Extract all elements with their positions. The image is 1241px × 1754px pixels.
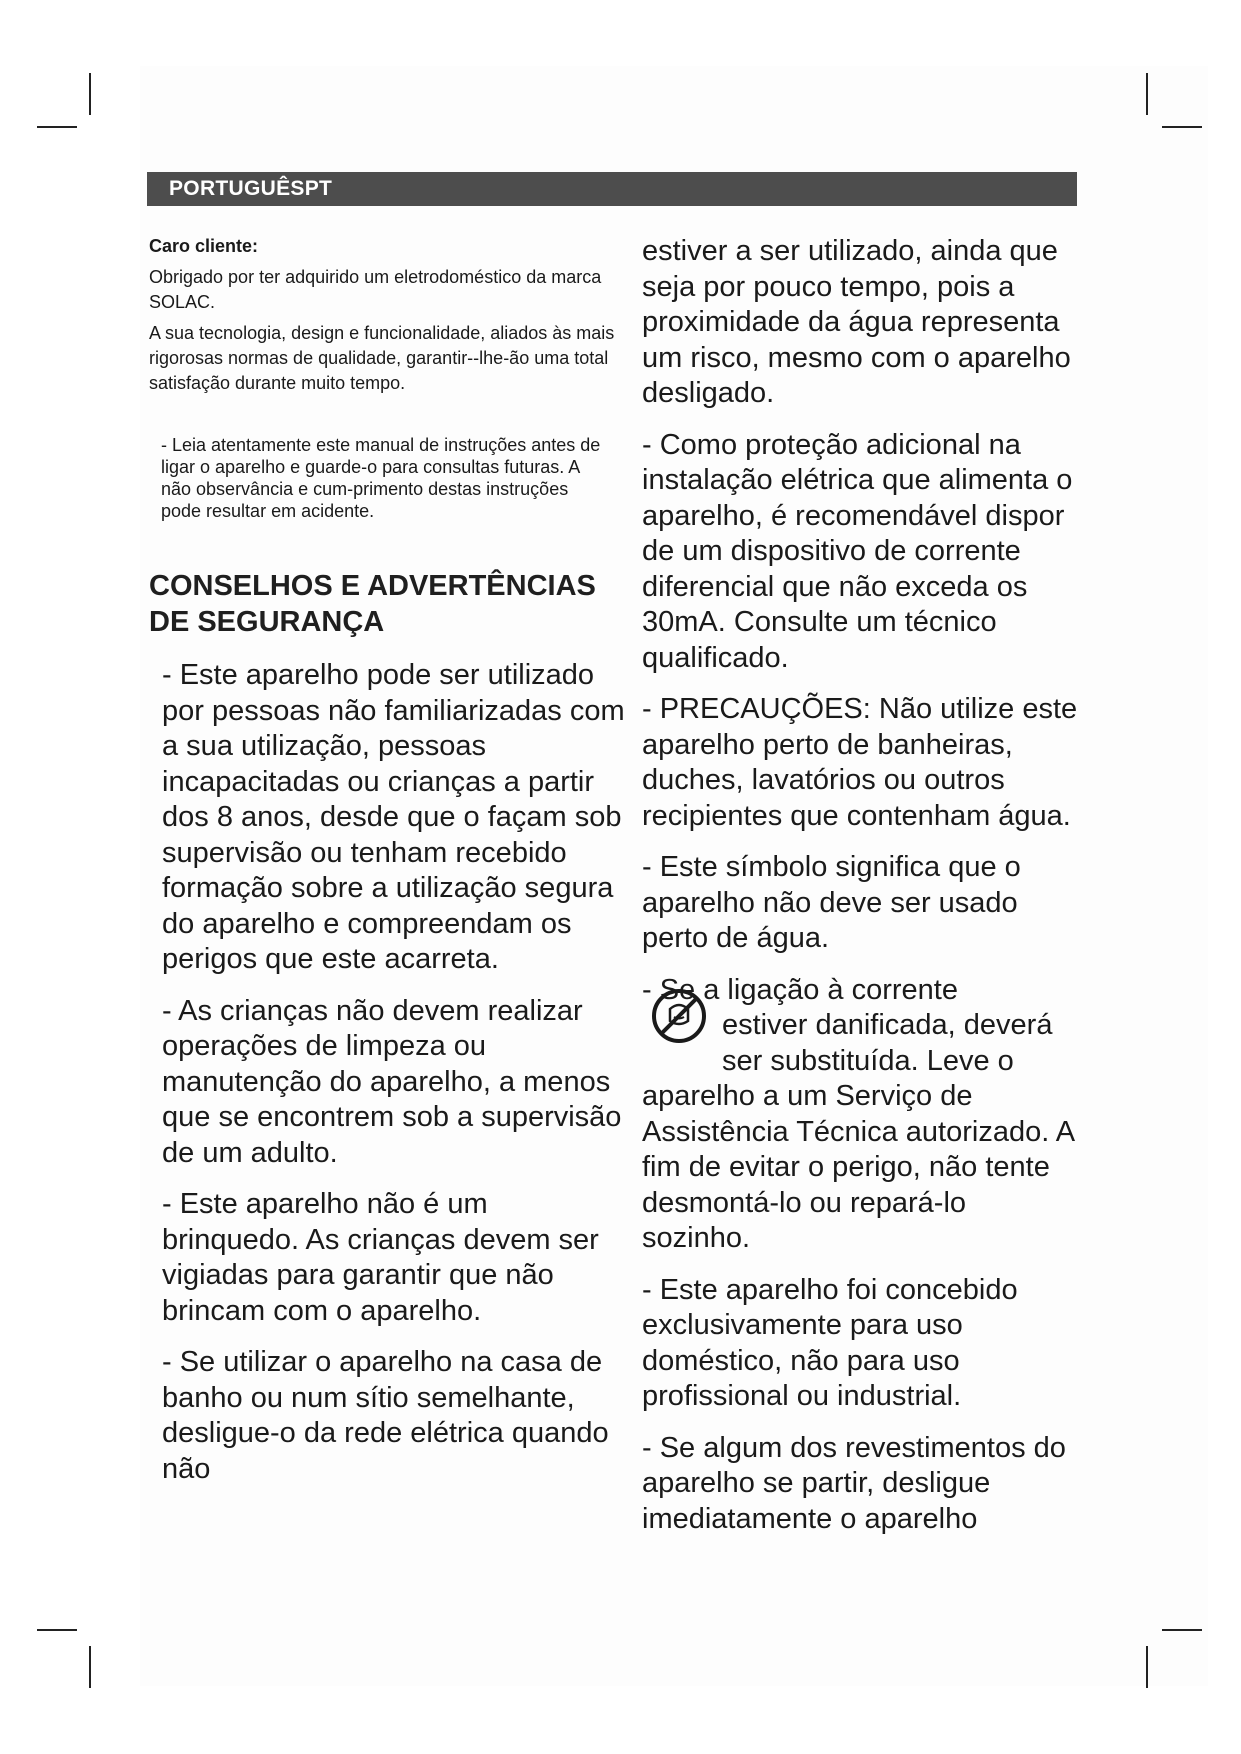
crop-mark — [1146, 1646, 1148, 1688]
safety-item: - Este símbolo significa que o aparelho não deve ser usado perto de água. — [642, 851, 1021, 954]
safety-item-cable — [642, 973, 1082, 1257]
no-water-icon — [650, 987, 708, 1045]
right-column — [642, 234, 1082, 1553]
section-title: CONSELHOS E ADVERTÊNCIAS DE SEGURANÇA — [149, 570, 596, 638]
safety-item: - Este aparelho não é um brinquedo. As crianças devem ser vigiadas para garantir que não brincam com o aparelho. — [162, 1188, 599, 1327]
crop-mark — [37, 1629, 77, 1631]
intro-paragraph: A sua tecnologia, design e funcionalidade, aliados às mais rigorosas normas de qualidade, garantir--lhe-ão uma total satisfação durante muito tempo. — [149, 323, 615, 393]
greeting: Caro cliente: — [149, 236, 259, 256]
safety-item: - Como proteção adicional na instalação elétrica que alimenta o aparelho, é recomendável dispor de um dispositivo de corrente diferencial que não exceda os 30mA. Consulte um técnico qualificado. — [642, 428, 1073, 674]
safety-item: - As crianças não devem realizar operações de limpeza ou manutenção do aparelho, a menos que se encontrem sob a supervisão de um adulto. — [162, 994, 622, 1169]
cable-line: - Se a ligação à corrente — [642, 973, 958, 1006]
intro-text — [149, 265, 625, 396]
language-header: PORTUGUÊSPT — [147, 172, 1077, 206]
crop-mark — [89, 73, 91, 115]
safety-item: - Este aparelho pode ser utilizado por pessoas não familiarizadas com a sua utilização, pessoas incapacitadas ou crianças a partir dos 8 anos, desde que o façam sob supervisão ou tenham recebido formação sobre a utilização segura do aparelho e compreendam os perigos que este acarreta. — [162, 659, 625, 975]
safety-item: - Se algum dos revestimentos do aparelho se partir, desligue imediatamente o aparelho — [642, 1431, 1066, 1535]
crop-mark — [1146, 73, 1148, 115]
safety-item-continued: estiver a ser utilizado, ainda que seja por pouco tempo, pois a proximidade da água representa um risco, mesmo com o aparelho desligado. — [642, 235, 1071, 409]
crop-mark — [89, 1646, 91, 1688]
cable-line: ser substituída. Leve o — [722, 1044, 1014, 1077]
instructions-note: - Leia atentamente este manual de instruções antes de ligar o aparelho e guarde-o para consultas futuras. A não observância e cum-primento destas instruções pode resultar em acidente. — [161, 435, 601, 521]
crop-mark — [1162, 126, 1202, 128]
intro-paragraph: Obrigado por ter adquirido um eletrodoméstico da marca SOLAC. — [149, 267, 602, 312]
left-column — [149, 236, 625, 1503]
cable-line: estiver danificada, deverá — [722, 1009, 1053, 1041]
crop-mark — [1162, 1629, 1202, 1631]
crop-mark — [37, 126, 77, 128]
cable-text: aparelho a um Serviço de Assistência Técnica autorizado. A fim de evitar o perigo, não tente desmontá-lo ou repará-lo sozinho. — [642, 1080, 1074, 1254]
safety-item: - Este aparelho foi concebido exclusivamente para uso doméstico, não para uso profissional ou industrial. — [642, 1273, 1018, 1412]
safety-item: - Se utilizar o aparelho na casa de banho ou num sítio semelhante, desligue-o da rede elétrica quando não — [162, 1346, 609, 1485]
safety-item: - PRECAUÇÕES: Não utilize este aparelho perto de banheiras, duches, lavatórios ou outros recipientes que contenham água. — [642, 693, 1078, 832]
